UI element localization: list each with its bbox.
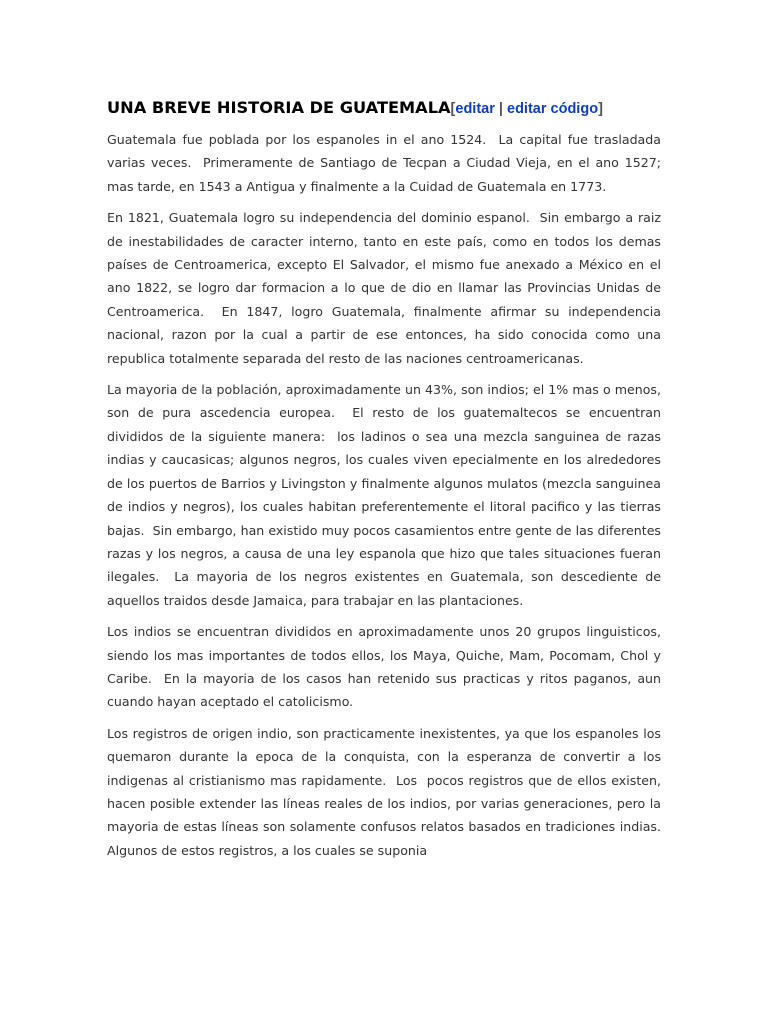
bracket-open: [ bbox=[450, 101, 456, 117]
document-page bbox=[107, 95, 670, 870]
edit-links bbox=[451, 101, 603, 117]
edit-separator: | bbox=[494, 101, 508, 117]
paragraph-4: Los indios se encuentran divididos en aproximadamente unos 20 grupos linguisticos, siendo los mas importantes de todos ellos, los Maya, Quiche, Mam, Pocomam, Chol y Caribe. En la mayoria de los casos han retenido sus practicas y ritos paganos, aun cuando hayan aceptado el catolicismo. bbox=[107, 624, 666, 710]
edit-code-link[interactable]: editar código bbox=[507, 101, 599, 117]
section-title: UNA BREVE HISTORIA DE GUATEMALA bbox=[107, 98, 451, 117]
paragraph-5: Los registros de origen indio, son practicamente inexistentes, ya que los espanoles los quemaron durante la epoca de la conquista, con la esperanza de convertir a los indigenas al cristianismo mas rapidamente. Los pocos registros que de ellos existen, hacen posible extender las líneas reales de los indios, por varias generaciones, pero la mayoria de estas líneas son solamente confusos relatos basados en tradiciones indias. Algunos de estos registros, a los cuales se suponia bbox=[107, 725, 670, 858]
paragraph-1: Guatemala fue poblada por los espanoles in el ano 1524. La capital fue trasladada varias veces. Primeramente de Santiago de Tecpan a Ciudad Vieja, en el ano 1527; mas tarde, en 1543 a Antigua y finalmente a la Cuidad de Guatemala en 1773. bbox=[107, 132, 666, 194]
section-heading bbox=[107, 95, 661, 120]
bracket-close: ] bbox=[598, 101, 603, 117]
paragraph-2: En 1821, Guatemala logro su independencia del dominio espanol. Sin embargo a raiz de inestabilidades de caracter interno, tanto en este país, como en todos los demas países de Centroamerica, excepto El Salvador, el mismo fue anexado a México en el ano 1822, se logro dar formacion a lo que de dio en llamar las Provincias Unidas de Centroamerica. En 1847, logro Guatemala, finalmente afirmar su independencia nacional, razon por la cual a partir de ese entonces, ha sido conocida como una republica totalmente separada del resto de las naciones centroamericanas. bbox=[107, 210, 666, 366]
paragraph-3: La mayoria de la población, aproximadamente un 43%, son indios; el 1% mas o menos, son de pura ascedencia europea. El resto de los guatemaltecos se encuentran divididos de la siguiente manera: los ladinos o sea una mezcla sanguinea de razas indias y caucasicas; algunos negros, los cuales viven epecialmente en los alrededores de los puertos de Barrios y Livingston y finalmente algunos mulatos (mezcla sanguinea de indios y negros), los cuales habitan preferentemente el litoral pacifico y las tierras bajas. Sin embargo, han existido muy pocos casamientos entre gente de las diferentes razas y los negros, a causa de una ley espanola que hizo que tales situaciones fueran ilegales. La mayoria de los negros existentes en Guatemala, son descediente de aquellos traidos desde Jamaica, para trabajar en las plantaciones. bbox=[107, 382, 666, 608]
edit-link[interactable]: editar bbox=[455, 101, 495, 117]
